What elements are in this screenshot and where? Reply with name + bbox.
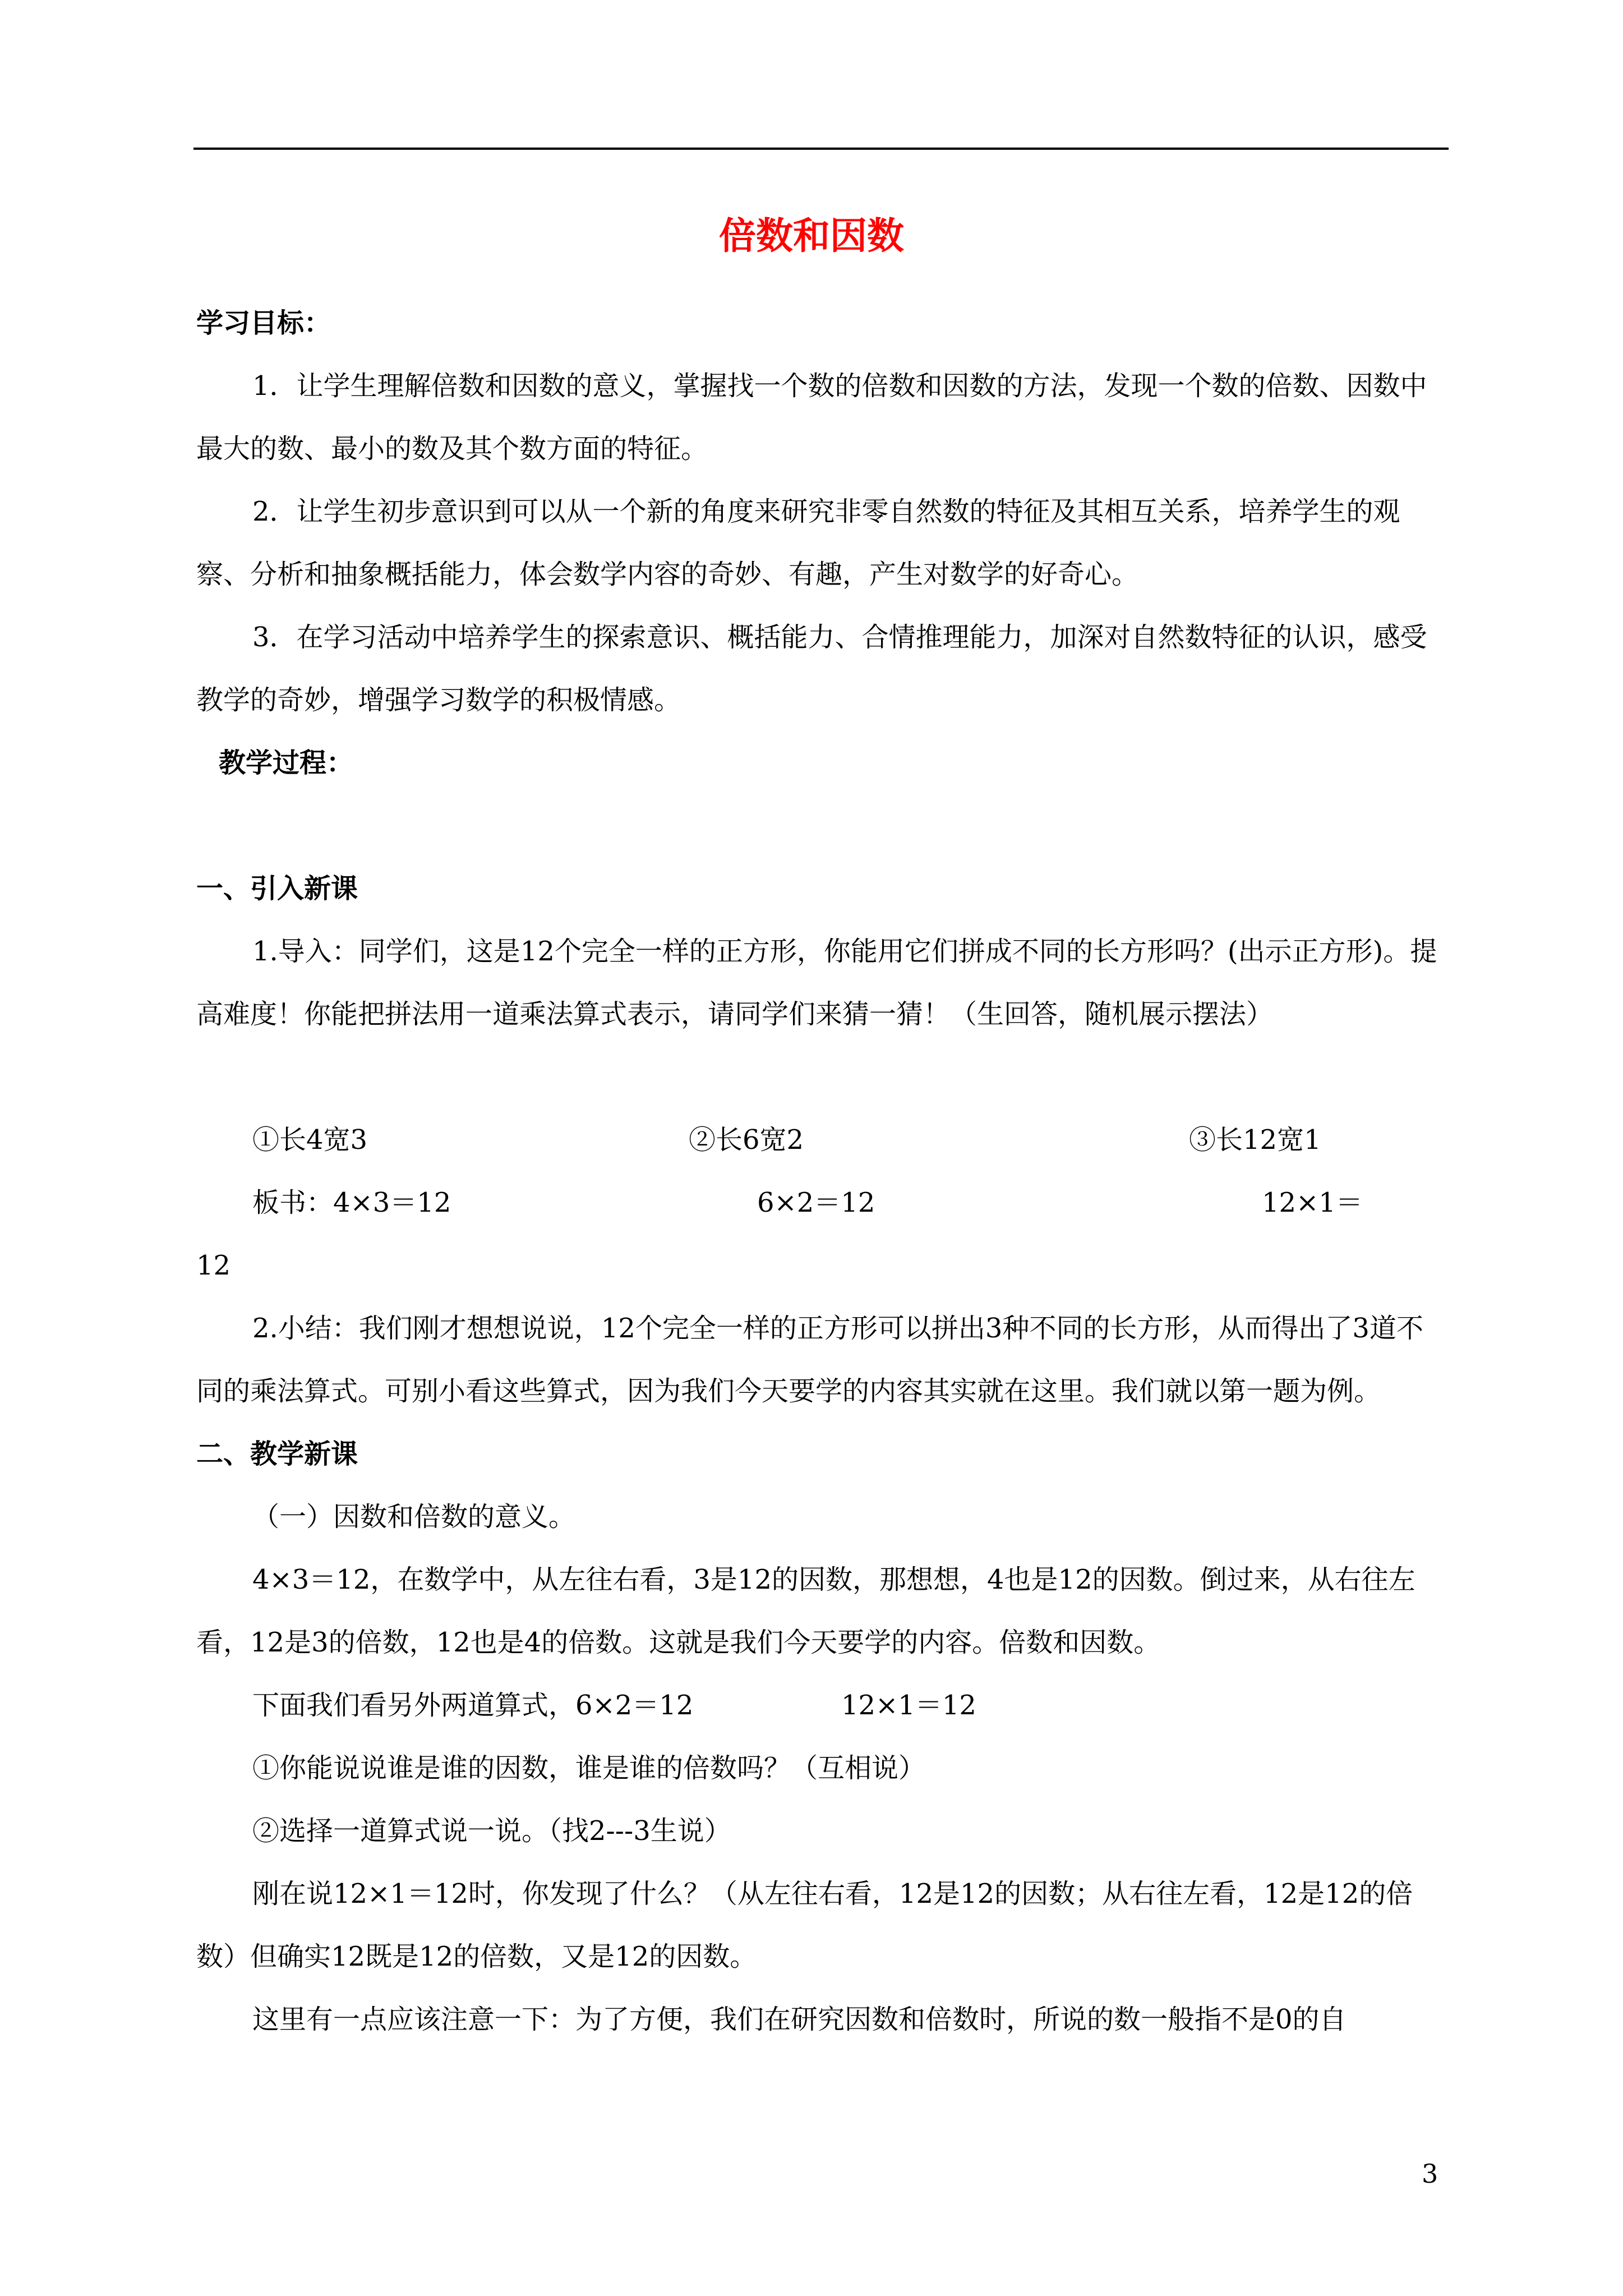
board-equation-2: 6×2＝12 [757, 1187, 875, 1218]
process-heading: 教学过程： [219, 747, 354, 779]
page-number: 3 [1422, 2159, 1438, 2189]
spacer [196, 794, 1447, 857]
document-title: 倍数和因数 [719, 214, 904, 257]
paragraph-factors: 4×3＝12，在数学中，从左往右看，3是12的因数，那想想，4也是12的因数。倒过来，从右往左看，12是3的倍数，12也是4的倍数。这就是我们今天要学的内容。倍数和因数。 [196, 1564, 1415, 1658]
question-2: ②选择一道算式说一说。（找2---3生说） [252, 1815, 731, 1847]
option-1: ①长4宽3 [252, 1124, 368, 1156]
section1-summary: 2.小结：我们刚才想想说说，12个完全一样的正方形可以拼出3种不同的长方形，从而得出了3道不同的乘法算式。可别小看这些算式，因为我们今天要学的内容其实就在这里。我们就以第一题为例。 [196, 1313, 1423, 1407]
subsection-1-heading: （一）因数和倍数的意义。 [252, 1501, 576, 1533]
option-3: ③长12宽1 [1189, 1124, 1321, 1156]
section1-intro: 1.导入：同学们，这是12个完全一样的正方形，你能用它们拼成不同的长方形吗？(出示正方形)。提高难度！你能把拼法用一道乘法算式表示，请同学们来猜一猜！（生回答，随机展示摆法） [196, 936, 1437, 1030]
board-equation-3: 12×1＝ [1262, 1187, 1363, 1218]
paragraph-note: 这里有一点应该注意一下：为了方便，我们在研究因数和倍数时，所说的数一般指不是0的自 [252, 2004, 1347, 2035]
document-body [196, 292, 1447, 2051]
paragraph-other-equations: 下面我们看另外两道算式，6×2＝12 [252, 1690, 694, 1721]
equations-row [196, 1674, 1447, 1737]
section2-heading: 二、教学新课 [196, 1438, 358, 1470]
question-1: ①你能说说谁是谁的因数，谁是谁的倍数吗？（互相说） [252, 1752, 926, 1784]
header-rule [193, 148, 1449, 150]
equation-12x1: 12×1＝12 [841, 1690, 976, 1721]
spacer [196, 1046, 1447, 1108]
paragraph-discovery: 刚在说12×1＝12时，你发现了什么？（从左往右看，12是12的因数；从右往左看，12是12的倍数）但确实12既是12的倍数，又是12的因数。 [196, 1878, 1413, 1972]
board-row [196, 1171, 1447, 1234]
goal-2: 2．让学生初步意识到可以从一个新的角度来研究非零自然数的特征及其相互关系，培养学生的观察、分析和抽象概括能力，体会数学内容的奇妙、有趣，产生对数学的好奇心。 [196, 496, 1400, 590]
section1-heading: 一、引入新课 [196, 873, 358, 904]
goal-1: 1．让学生理解倍数和因数的意义，掌握找一个数的倍数和因数的方法，发现一个数的倍数、因数中最大的数、最小的数及其个数方面的特征。 [196, 370, 1427, 464]
board-wrap: 12 [196, 1250, 231, 1281]
options-row [196, 1108, 1447, 1171]
goal-3: 3．在学习活动中培养学生的探索意识、概括能力、合情推理能力，加深对自然数特征的认识，感受教学的奇妙，增强学习数学的积极情感。 [196, 622, 1427, 716]
goals-heading: 学习目标： [196, 307, 331, 339]
board-label: 板书：4×3＝12 [252, 1187, 451, 1218]
option-2: ②长6宽2 [689, 1124, 804, 1156]
